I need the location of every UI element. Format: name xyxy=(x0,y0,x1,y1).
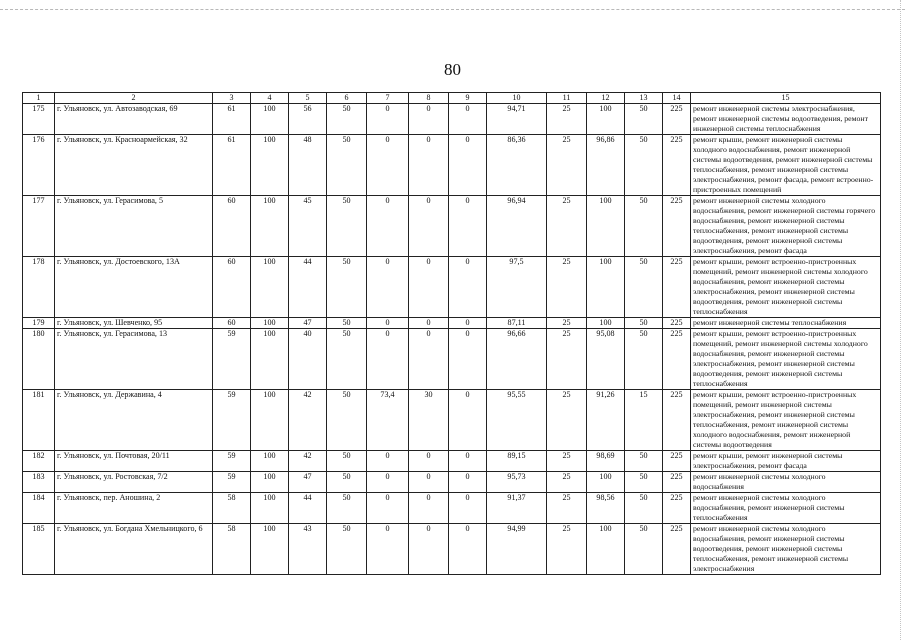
col-14-cell: 225 xyxy=(663,390,691,451)
col-4-cell: 100 xyxy=(251,524,289,575)
col-10-cell: 87,11 xyxy=(487,318,547,329)
col-7-cell: 0 xyxy=(367,318,409,329)
col-5-cell: 44 xyxy=(289,493,327,524)
row-number: 179 xyxy=(23,318,55,329)
row-number: 182 xyxy=(23,451,55,472)
col-3-cell: 61 xyxy=(213,104,251,135)
col-13-cell: 50 xyxy=(625,104,663,135)
col-12-cell: 96,86 xyxy=(587,135,625,196)
column-header-15: 15 xyxy=(691,93,881,104)
col-9-cell: 0 xyxy=(449,196,487,257)
col-7-cell: 0 xyxy=(367,451,409,472)
column-header-1: 1 xyxy=(23,93,55,104)
col-12-cell: 100 xyxy=(587,472,625,493)
works-cell: ремонт инженерной системы холодного водоснабжения, ремонт инженерной системы горячего водоснабжения, ремонт инженерной системы теплоснабжения, ремонт инженерной системы водоотведения, ремонт инженерной системы электроснабжения, ремонт фасада xyxy=(691,196,881,257)
col-12-cell: 95,08 xyxy=(587,329,625,390)
column-header-6: 6 xyxy=(327,93,367,104)
col-5-cell: 45 xyxy=(289,196,327,257)
table-row xyxy=(23,104,881,135)
col-10-cell: 95,73 xyxy=(487,472,547,493)
col-9-cell: 0 xyxy=(449,104,487,135)
col-4-cell: 100 xyxy=(251,318,289,329)
col-13-cell: 50 xyxy=(625,135,663,196)
col-5-cell: 42 xyxy=(289,390,327,451)
column-header-2: 2 xyxy=(55,93,213,104)
table-row xyxy=(23,135,881,196)
col-7-cell: 0 xyxy=(367,104,409,135)
col-3-cell: 60 xyxy=(213,318,251,329)
works-cell: ремонт крыши, ремонт встроенно-пристроенных помещений, ремонт инженерной системы электроснабжения, ремонт инженерной системы теплоснабжения, ремонт инженерной системы холодного водоснабжения, ремонт инженерной системы водоотведения xyxy=(691,390,881,451)
col-14-cell: 225 xyxy=(663,318,691,329)
col-10-cell: 97,5 xyxy=(487,257,547,318)
col-4-cell: 100 xyxy=(251,451,289,472)
col-4-cell: 100 xyxy=(251,104,289,135)
col-5-cell: 47 xyxy=(289,472,327,493)
col-11-cell: 25 xyxy=(547,135,587,196)
column-header-12: 12 xyxy=(587,93,625,104)
col-4-cell: 100 xyxy=(251,135,289,196)
col-10-cell: 86,36 xyxy=(487,135,547,196)
col-7-cell: 0 xyxy=(367,472,409,493)
col-11-cell: 25 xyxy=(547,104,587,135)
table-row xyxy=(23,196,881,257)
col-5-cell: 44 xyxy=(289,257,327,318)
address-cell: г. Ульяновск, ул. Ростовская, 7/2 xyxy=(55,472,213,493)
col-7-cell: 0 xyxy=(367,135,409,196)
table-row xyxy=(23,257,881,318)
col-5-cell: 40 xyxy=(289,329,327,390)
col-10-cell: 94,71 xyxy=(487,104,547,135)
row-number: 177 xyxy=(23,196,55,257)
col-14-cell: 225 xyxy=(663,135,691,196)
col-11-cell: 25 xyxy=(547,390,587,451)
col-6-cell: 50 xyxy=(327,524,367,575)
col-12-cell: 100 xyxy=(587,318,625,329)
col-3-cell: 59 xyxy=(213,390,251,451)
col-12-cell: 98,56 xyxy=(587,493,625,524)
works-cell: ремонт инженерной системы электроснабжения, ремонт инженерной системы водоотведения, ремонт инженерной системы теплоснабжения xyxy=(691,104,881,135)
col-11-cell: 25 xyxy=(547,196,587,257)
col-12-cell: 100 xyxy=(587,524,625,575)
table-row xyxy=(23,493,881,524)
page-edge-right xyxy=(900,0,901,640)
col-6-cell: 50 xyxy=(327,329,367,390)
col-8-cell: 0 xyxy=(409,329,449,390)
col-9-cell: 0 xyxy=(449,451,487,472)
works-cell: ремонт крыши, ремонт инженерной системы электроснабжения, ремонт фасада xyxy=(691,451,881,472)
col-11-cell: 25 xyxy=(547,524,587,575)
col-13-cell: 50 xyxy=(625,472,663,493)
works-cell: ремонт инженерной системы теплоснабжения xyxy=(691,318,881,329)
col-13-cell: 50 xyxy=(625,196,663,257)
col-6-cell: 50 xyxy=(327,451,367,472)
column-header-5: 5 xyxy=(289,93,327,104)
col-13-cell: 50 xyxy=(625,329,663,390)
col-11-cell: 25 xyxy=(547,318,587,329)
col-14-cell: 225 xyxy=(663,329,691,390)
col-11-cell: 25 xyxy=(547,329,587,390)
col-14-cell: 225 xyxy=(663,451,691,472)
col-9-cell: 0 xyxy=(449,257,487,318)
col-8-cell: 0 xyxy=(409,524,449,575)
address-cell: г. Ульяновск, пер. Аношина, 2 xyxy=(55,493,213,524)
col-6-cell: 50 xyxy=(327,196,367,257)
row-number: 176 xyxy=(23,135,55,196)
row-number: 181 xyxy=(23,390,55,451)
col-11-cell: 25 xyxy=(547,257,587,318)
col-13-cell: 50 xyxy=(625,524,663,575)
col-10-cell: 91,37 xyxy=(487,493,547,524)
col-5-cell: 43 xyxy=(289,524,327,575)
column-header-9: 9 xyxy=(449,93,487,104)
col-7-cell: 0 xyxy=(367,524,409,575)
col-5-cell: 42 xyxy=(289,451,327,472)
works-cell: ремонт крыши, ремонт инженерной системы холодного водоснабжения, ремонт инженерной системы водоотведения, ремонт инженерной системы теплоснабжения, ремонт инженерной системы электроснабжения, ремонт фасада, ремонт встроенно-пристроенных помещений xyxy=(691,135,881,196)
col-9-cell: 0 xyxy=(449,135,487,196)
col-8-cell: 0 xyxy=(409,257,449,318)
col-8-cell: 0 xyxy=(409,318,449,329)
col-8-cell: 0 xyxy=(409,196,449,257)
col-4-cell: 100 xyxy=(251,257,289,318)
col-6-cell: 50 xyxy=(327,104,367,135)
table-row xyxy=(23,390,881,451)
col-9-cell: 0 xyxy=(449,318,487,329)
row-number: 184 xyxy=(23,493,55,524)
address-cell: г. Ульяновск, ул. Красноармейская, 32 xyxy=(55,135,213,196)
row-number: 178 xyxy=(23,257,55,318)
col-3-cell: 61 xyxy=(213,135,251,196)
col-13-cell: 15 xyxy=(625,390,663,451)
col-12-cell: 91,26 xyxy=(587,390,625,451)
col-10-cell: 96,94 xyxy=(487,196,547,257)
col-10-cell: 89,15 xyxy=(487,451,547,472)
column-header-4: 4 xyxy=(251,93,289,104)
col-9-cell: 0 xyxy=(449,390,487,451)
col-6-cell: 50 xyxy=(327,493,367,524)
col-3-cell: 58 xyxy=(213,493,251,524)
row-number: 175 xyxy=(23,104,55,135)
address-cell: г. Ульяновск, ул. Почтовая, 20/11 xyxy=(55,451,213,472)
col-7-cell: 73,4 xyxy=(367,390,409,451)
col-14-cell: 225 xyxy=(663,493,691,524)
address-cell: г. Ульяновск, ул. Автозаводская, 69 xyxy=(55,104,213,135)
col-3-cell: 60 xyxy=(213,196,251,257)
table-row xyxy=(23,472,881,493)
col-7-cell: 0 xyxy=(367,257,409,318)
works-cell: ремонт крыши, ремонт встроенно-пристроенных помещений, ремонт инженерной системы холодного водоснабжения, ремонт инженерной системы электроснабжения, ремонт инженерной системы водоотведения, ремонт инженерной системы теплоснабжения xyxy=(691,329,881,390)
column-header-13: 13 xyxy=(625,93,663,104)
col-5-cell: 48 xyxy=(289,135,327,196)
address-cell: г. Ульяновск, ул. Достоевского, 13А xyxy=(55,257,213,318)
table-row xyxy=(23,524,881,575)
col-13-cell: 50 xyxy=(625,451,663,472)
col-12-cell: 100 xyxy=(587,257,625,318)
col-14-cell: 225 xyxy=(663,524,691,575)
page-edge-top xyxy=(0,9,905,10)
col-4-cell: 100 xyxy=(251,196,289,257)
col-14-cell: 225 xyxy=(663,472,691,493)
col-13-cell: 50 xyxy=(625,493,663,524)
row-number: 180 xyxy=(23,329,55,390)
col-9-cell: 0 xyxy=(449,472,487,493)
col-4-cell: 100 xyxy=(251,472,289,493)
col-7-cell: 0 xyxy=(367,329,409,390)
col-6-cell: 50 xyxy=(327,390,367,451)
col-8-cell: 0 xyxy=(409,135,449,196)
col-4-cell: 100 xyxy=(251,390,289,451)
col-13-cell: 50 xyxy=(625,318,663,329)
col-6-cell: 50 xyxy=(327,135,367,196)
data-table xyxy=(22,92,881,575)
col-12-cell: 100 xyxy=(587,196,625,257)
col-4-cell: 100 xyxy=(251,329,289,390)
address-cell: г. Ульяновск, ул. Богдана Хмельницкого, 6 xyxy=(55,524,213,575)
column-header-10: 10 xyxy=(487,93,547,104)
address-cell: г. Ульяновск, ул. Державина, 4 xyxy=(55,390,213,451)
col-9-cell: 0 xyxy=(449,493,487,524)
table-header-row xyxy=(23,93,881,104)
col-10-cell: 95,55 xyxy=(487,390,547,451)
col-11-cell: 25 xyxy=(547,451,587,472)
col-13-cell: 50 xyxy=(625,257,663,318)
table-row xyxy=(23,329,881,390)
col-3-cell: 58 xyxy=(213,524,251,575)
col-5-cell: 56 xyxy=(289,104,327,135)
table-row xyxy=(23,318,881,329)
column-header-14: 14 xyxy=(663,93,691,104)
col-7-cell: 0 xyxy=(367,196,409,257)
col-9-cell: 0 xyxy=(449,329,487,390)
col-11-cell: 25 xyxy=(547,472,587,493)
col-3-cell: 59 xyxy=(213,451,251,472)
col-14-cell: 225 xyxy=(663,196,691,257)
works-cell: ремонт инженерной системы холодного водоснабжения, ремонт инженерной системы водоотведения, ремонт инженерной системы теплоснабжения, ремонт инженерной системы электроснабжения xyxy=(691,524,881,575)
col-9-cell: 0 xyxy=(449,524,487,575)
column-header-3: 3 xyxy=(213,93,251,104)
col-8-cell: 0 xyxy=(409,104,449,135)
col-5-cell: 47 xyxy=(289,318,327,329)
col-14-cell: 225 xyxy=(663,104,691,135)
column-header-8: 8 xyxy=(409,93,449,104)
works-cell: ремонт инженерной системы холодного водоснабжения, ремонт инженерной системы теплоснабжения xyxy=(691,493,881,524)
col-8-cell: 30 xyxy=(409,390,449,451)
column-header-7: 7 xyxy=(367,93,409,104)
row-number: 185 xyxy=(23,524,55,575)
col-4-cell: 100 xyxy=(251,493,289,524)
col-8-cell: 0 xyxy=(409,451,449,472)
works-cell: ремонт крыши, ремонт встроенно-пристроенных помещений, ремонт инженерной системы холодного водоснабжения, ремонт инженерной системы электроснабжения, ремонт инженерной системы водоотведения, ремонт инженерной системы теплоснабжения xyxy=(691,257,881,318)
col-6-cell: 50 xyxy=(327,318,367,329)
page-number: 80 xyxy=(444,60,461,79)
col-12-cell: 100 xyxy=(587,104,625,135)
col-3-cell: 59 xyxy=(213,329,251,390)
col-6-cell: 50 xyxy=(327,257,367,318)
address-cell: г. Ульяновск, ул. Шевченко, 95 xyxy=(55,318,213,329)
address-cell: г. Ульяновск, ул. Герасимова, 5 xyxy=(55,196,213,257)
col-11-cell: 25 xyxy=(547,493,587,524)
works-cell: ремонт инженерной системы холодного водоснабжения xyxy=(691,472,881,493)
table-row xyxy=(23,451,881,472)
col-8-cell: 0 xyxy=(409,493,449,524)
col-12-cell: 98,69 xyxy=(587,451,625,472)
col-3-cell: 60 xyxy=(213,257,251,318)
col-10-cell: 94,99 xyxy=(487,524,547,575)
column-header-11: 11 xyxy=(547,93,587,104)
col-8-cell: 0 xyxy=(409,472,449,493)
col-6-cell: 50 xyxy=(327,472,367,493)
col-10-cell: 96,66 xyxy=(487,329,547,390)
col-14-cell: 225 xyxy=(663,257,691,318)
col-7-cell: 0 xyxy=(367,493,409,524)
address-cell: г. Ульяновск, ул. Герасимова, 13 xyxy=(55,329,213,390)
row-number: 183 xyxy=(23,472,55,493)
col-3-cell: 59 xyxy=(213,472,251,493)
